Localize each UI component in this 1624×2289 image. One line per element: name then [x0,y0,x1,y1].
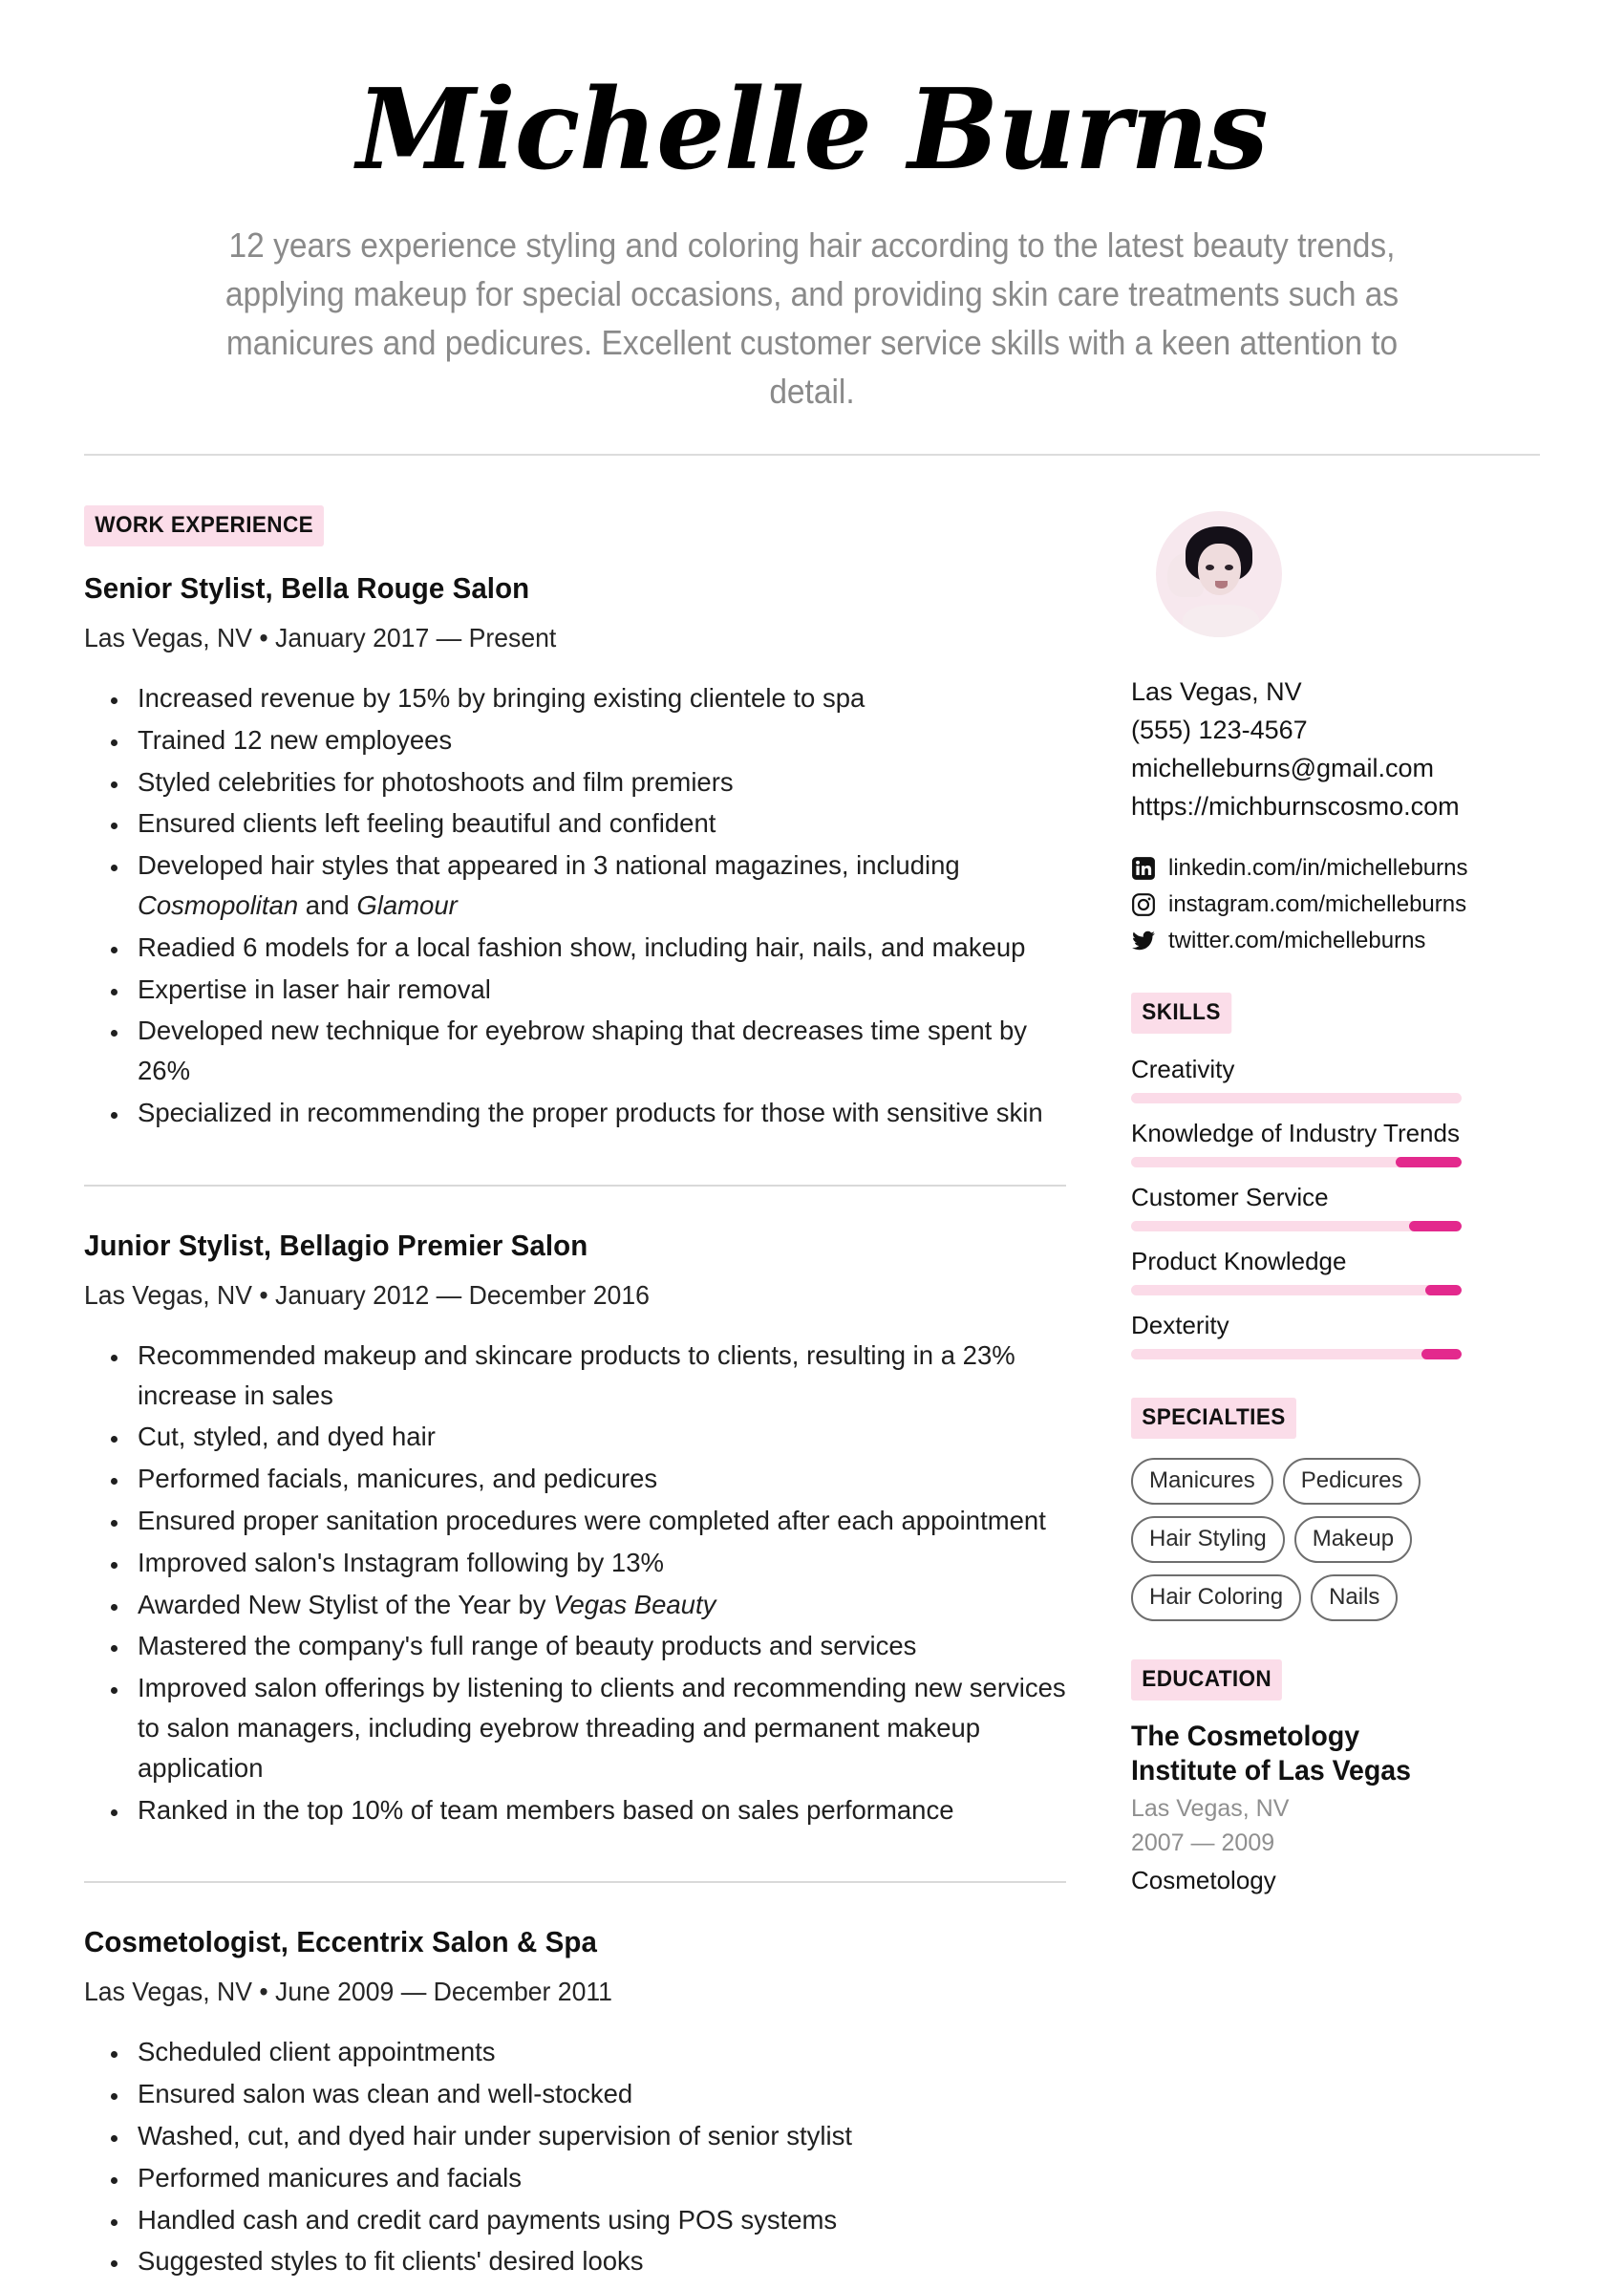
social-handle: linkedin.com/in/michelleburns [1168,854,1468,881]
job-title: Cosmetologist, Eccentrix Salon & Spa [84,1925,597,1959]
job-bullet: • Washed, cut, and dyed hair under supervision of senior stylist [130,2116,1078,2156]
job-bullet: • Specialized in recommending the proper products for those with sensitive skin [130,1093,1078,1133]
skill-level-fill [1421,1349,1462,1359]
job-bullet: • Styled celebrities for photoshoots and film premiers [130,762,1078,802]
social-link-row[interactable] [1131,928,1462,954]
section-badge-work-experience: WORK EXPERIENCE [84,505,324,546]
skill-item [1131,1183,1462,1231]
professional-summary: 12 years experience styling and coloring hair according to the latest beauty trends, applying makeup for special occasions, and providing skin care treatments such as manicures and pedicures. Excellent customer service skills with a keen attention to detail. [224,225,1400,411]
education-years: 2007 — 2009 [1131,1829,1275,1856]
social-link-row[interactable] [1131,890,1467,918]
skill-item [1131,1119,1462,1167]
section-badge-education: EDUCATION [1131,1659,1282,1701]
job-entry [84,1925,1078,2289]
contact-location: Las Vegas, NV [1131,677,1302,707]
instagram-icon [1131,892,1156,917]
contact-phone[interactable]: (555) 123-4567 [1131,716,1308,745]
sidebar-column [1131,505,1468,2289]
contact-website[interactable]: https://michburnscosmo.com [1131,792,1460,822]
skill-level-bar [1131,1285,1462,1295]
social-handle: instagram.com/michelleburns [1168,890,1467,917]
main-column [84,505,1078,2289]
specialty-chip: Manicures [1131,1458,1273,1505]
specialty-chip: Nails [1311,1574,1398,1621]
skill-name: Knowledge of Industry Trends [1131,1118,1460,1147]
job-entry [84,571,1078,1141]
section-badge-specialties: SPECIALTIES [1131,1398,1296,1439]
job-bullet: • Awarded New Stylist of the Year by Vegas Beauty [130,1585,1078,1625]
specialty-chip: Hair Coloring [1131,1574,1301,1621]
job-bullet: • Performed manicures and facials [130,2158,1078,2198]
job-bullet-list [101,1336,1078,1830]
skill-name: Creativity [1131,1054,1235,1083]
job-bullet: • Performed facials, manicures, and pedicures [130,1459,1078,1499]
job-bullet-list [101,2032,1078,2281]
skill-name: Dexterity [1131,1310,1229,1339]
job-bullet: • Improved salon offerings by listening to clients and recommending new services to salon managers, including eyebrow threading and permanent makeup application [130,1668,1078,1787]
education-section [1131,1659,1462,1895]
job-bullet: • Mastered the company's full range of beauty products and services [130,1626,1078,1666]
job-bullet: • Ranked in the top 10% of team members based on sales performance [130,1790,1078,1830]
job-meta: Las Vegas, NV • June 2009 — December 2011 [84,1977,612,2007]
specialty-chip: Hair Styling [1131,1516,1285,1563]
job-meta: Las Vegas, NV • January 2017 — Present [84,623,557,653]
social-handle: twitter.com/michelleburns [1168,927,1426,953]
skill-item [1131,1247,1462,1295]
skill-item [1131,1311,1462,1359]
job-bullet: • Ensured salon was clean and well-stocked [130,2074,1078,2114]
specialty-chip-list [1131,1458,1456,1621]
job-bullet: • Suggested styles to fit clients' desired looks [130,2241,1078,2281]
skill-level-fill [1396,1157,1462,1167]
skills-list [1131,1055,1462,1359]
job-meta: Las Vegas, NV • January 2012 — December 2016 [84,1279,650,1310]
job-entry [84,1229,1078,1838]
skill-level-bar [1131,1157,1462,1167]
job-bullet: • Increased revenue by 15% by bringing existing clientele to spa [130,678,1078,718]
job-title: Junior Stylist, Bellagio Premier Salon [84,1228,588,1262]
job-bullet: • Trained 12 new employees [130,720,1078,760]
social-link-row[interactable] [1131,854,1468,882]
skill-name: Product Knowledge [1131,1246,1347,1275]
linkedin-icon [1131,856,1156,881]
specialty-chip: Pedicures [1283,1458,1421,1505]
skill-level-bar [1131,1349,1462,1359]
job-bullet: • Developed hair styles that appeared in 3 national magazines, including Cosmopolitan and Glamour [130,845,1078,926]
job-bullet: • Ensured proper sanitation procedures were completed after each appointment [130,1501,1078,1541]
contact-info [1131,674,1462,826]
skill-level-fill [1409,1221,1462,1231]
skill-level-bar [1131,1093,1462,1103]
section-badge-skills: SKILLS [1131,993,1231,1034]
job-bullet: • Expertise in laser hair removal [130,970,1078,1010]
specialty-chip: Makeup [1294,1516,1412,1563]
contact-email[interactable]: michelleburns@gmail.com [1131,754,1435,783]
twitter-icon [1131,929,1156,953]
candidate-name: Michelle Burns [356,65,1268,195]
job-divider [84,1881,1066,1883]
resume-body [84,456,1540,2289]
education-field: Cosmetology [1131,1865,1276,1894]
resume-header [84,0,1540,416]
specialties-section [1131,1398,1462,1621]
skill-item [1131,1055,1462,1103]
job-bullet: • Handled cash and credit card payments using POS systems [130,2200,1078,2240]
job-bullet: • Developed new technique for eyebrow shaping that decreases time spent by 26% [130,1011,1078,1091]
social-links [1131,854,1468,954]
job-bullet: • Recommended makeup and skincare products to clients, resulting in a 23% increase in sales [130,1336,1078,1416]
avatar [1156,511,1282,637]
skill-level-fill [1425,1285,1462,1295]
skill-level-bar [1131,1221,1462,1231]
job-bullet: • Cut, styled, and dyed hair [130,1417,1078,1457]
education-location: Las Vegas, NV [1131,1794,1290,1822]
job-divider [84,1185,1066,1187]
avatar-wrapper [1131,511,1462,637]
job-title: Senior Stylist, Bella Rouge Salon [84,571,530,606]
education-school: The Cosmetology Institute of Las Vegas [1131,1720,1412,1786]
skill-name: Customer Service [1131,1182,1329,1211]
work-experience-list [84,571,1078,2289]
avatar-body [1183,605,1259,637]
skills-section [1131,993,1462,1359]
job-bullet: • Improved salon's Instagram following by 13% [130,1543,1078,1583]
job-bullet: • Ensured clients left feeling beautiful and confident [130,803,1078,844]
job-bullet-list [101,678,1078,1133]
job-bullet: • Scheduled client appointments [130,2032,1078,2072]
job-bullet: • Readied 6 models for a local fashion show, including hair, nails, and makeup [130,928,1078,968]
